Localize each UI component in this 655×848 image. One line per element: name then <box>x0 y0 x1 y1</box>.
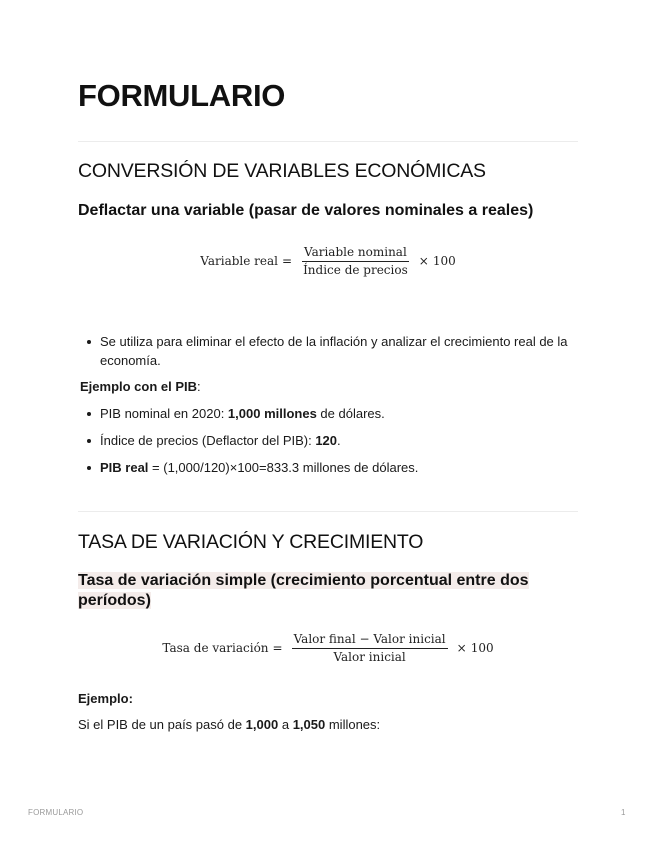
formula-numerator: Variable nominal <box>302 245 409 262</box>
item-bold: 120 <box>315 433 338 448</box>
formula-variable-real <box>78 243 578 279</box>
item-bold: PIB real <box>100 460 149 475</box>
example-sentence <box>78 717 380 732</box>
formula-times: × <box>456 641 467 655</box>
item-text: de dólares. <box>316 406 385 421</box>
item-text: = (1,000/120)×100=833.3 millones de dólares. <box>148 460 419 475</box>
item-text: PIB nominal en 2020: <box>100 406 228 421</box>
formula-lhs: Variable real <box>200 254 278 268</box>
formula-denominator: Valor inicial <box>333 649 406 664</box>
item-bold: 1,000 millones <box>227 406 317 421</box>
item-text: Índice de precios (Deflactor del PIB): <box>100 433 316 448</box>
sentence-text: millones: <box>325 717 381 732</box>
section-heading-tasa: TASA DE VARIACIÓN Y CRECIMIENTO <box>78 531 424 553</box>
section-heading-conversion: CONVERSIÓN DE VARIABLES ECONÓMICAS <box>78 160 486 182</box>
formula-lhs: Tasa de variación <box>162 641 269 655</box>
item-text: . <box>337 433 341 448</box>
bullet-list-usage <box>78 332 583 370</box>
list-item: Se utiliza para eliminar el efecto de la inflación y analizar el crecimiento real de la economía. <box>78 332 583 370</box>
list-item <box>78 458 583 477</box>
page-title: FORMULARIO <box>78 78 286 113</box>
footer-title: FORMULARIO <box>28 808 84 817</box>
formula-equals: = <box>272 641 283 655</box>
example-label-bold: Ejemplo: <box>78 691 133 706</box>
divider <box>78 141 578 142</box>
formula-tasa-variacion <box>78 630 578 666</box>
sentence-text: Si el PIB de un país pasó de <box>78 717 246 732</box>
example-label-bold: Ejemplo con el PIB <box>80 379 198 394</box>
bullet-list-example <box>78 404 583 477</box>
divider <box>78 511 578 512</box>
formula-factor: 100 <box>470 641 494 655</box>
list-item <box>78 404 583 423</box>
subheading-line-1: Tasa de variación simple (crecimiento porcentual entre dos <box>78 572 529 589</box>
example-label-colon: : <box>197 379 201 394</box>
subheading-deflactar: Deflactar una variable (pasar de valores nominales a reales) <box>78 202 534 219</box>
page-number: 1 <box>621 808 626 817</box>
formula-times: × <box>418 254 429 268</box>
subheading-line-2: períodos) <box>78 592 151 609</box>
sentence-bold: 1,000 <box>245 717 279 732</box>
list-item <box>78 431 583 450</box>
sentence-bold: 1,050 <box>292 717 326 732</box>
formula-factor: 100 <box>432 254 456 268</box>
example-label-2 <box>78 691 133 706</box>
sentence-text: a <box>278 717 293 732</box>
formula-numerator: Valor final − Valor inicial <box>292 632 448 649</box>
example-label <box>80 379 201 394</box>
subheading-tasa-variacion <box>78 571 529 611</box>
formula-denominator: Índice de precios <box>303 262 408 277</box>
formula-fraction <box>292 632 448 665</box>
formula-fraction <box>301 245 410 278</box>
formula-equals: = <box>282 254 293 268</box>
